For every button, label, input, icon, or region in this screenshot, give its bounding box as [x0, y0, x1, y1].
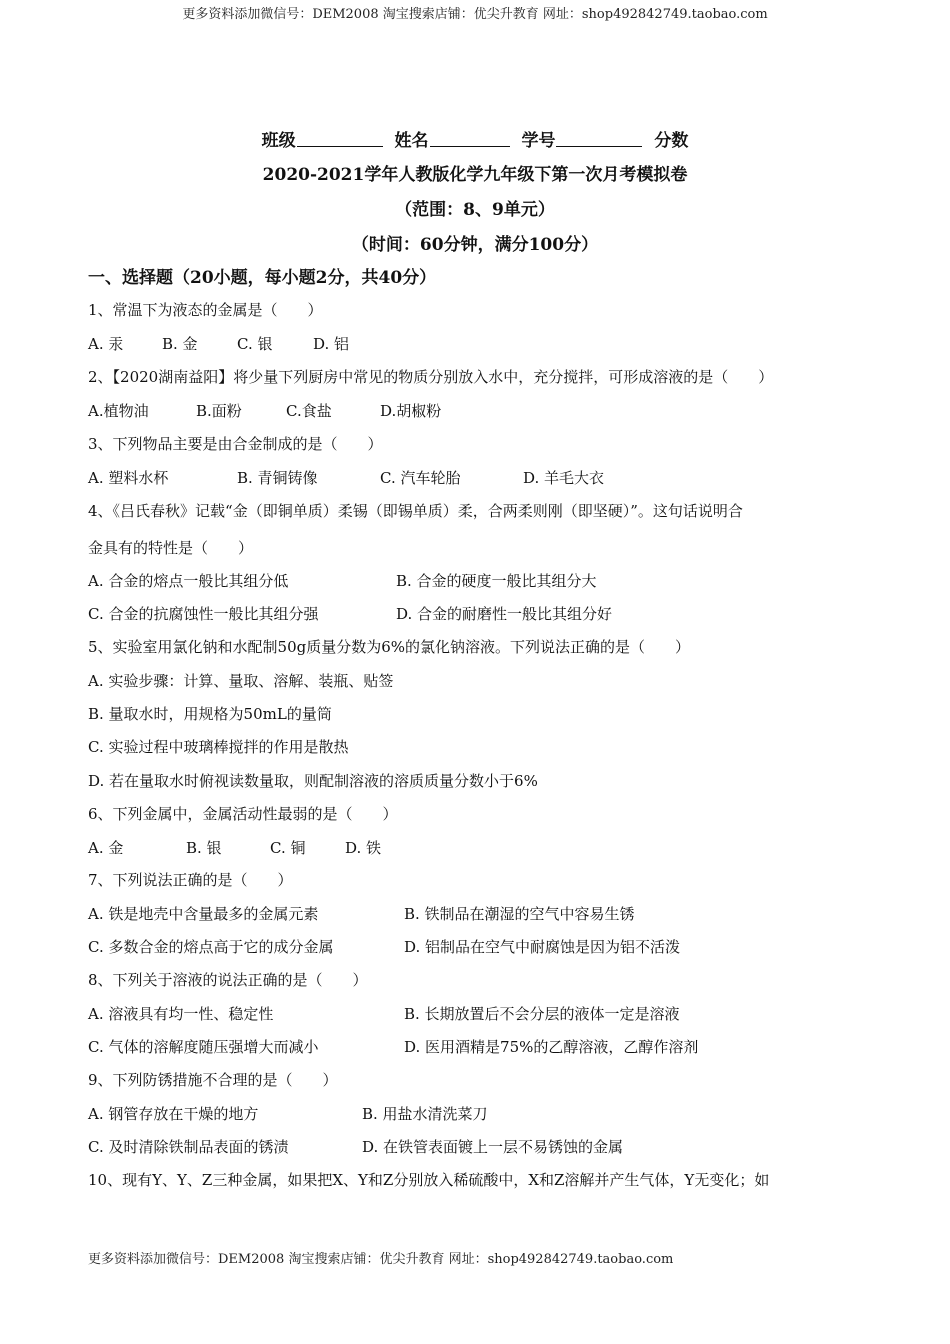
question-9-option-a: A. 钢管存放在干燥的地方 [88, 1105, 259, 1123]
question-5-option-a: A. 实验步骤：计算、量取、溶解、装瓶、贴签 [88, 672, 394, 690]
question-5-option-c: C. 实验过程中玻璃棒搅拌的作用是散热 [88, 738, 349, 756]
question-6-option-c: C. 铜 [270, 839, 306, 857]
question-4-option-b: B. 合金的硬度一般比其组分大 [396, 572, 597, 590]
question-5-option-d: D. 若在量取水时俯视读数量取，则配制溶液的溶质质量分数小于6% [88, 772, 538, 790]
exam-time: （时间：60分钟，满分100分） [351, 235, 599, 255]
class-label: 班级 [261, 131, 296, 151]
question-5-option-b: B. 量取水时，用规格为50mL的量筒 [88, 705, 332, 723]
question-7-option-b: B. 铁制品在潮湿的空气中容易生锈 [404, 905, 635, 923]
question-2-option-d: D.胡椒粉 [380, 402, 442, 420]
question-6-option-d: D. 铁 [345, 839, 382, 857]
question-6-option-b: B. 银 [186, 839, 222, 857]
question-2-option-a: A.植物油 [88, 402, 149, 420]
question-1-option-b: B. 金 [162, 335, 198, 353]
question-4-option-c: C. 合金的抗腐蚀性一般比其组分强 [88, 605, 319, 623]
student-id-label: 学号 [521, 131, 556, 151]
student-info-line [0, 126, 950, 151]
page-header: 更多资料添加微信号：DEM2008 淘宝搜索店铺：优尖升教育 网址：shop492842749.taobao.com [182, 7, 768, 22]
question-6-stem: 6、下列金属中，金属活动性最弱的是（ ） [88, 805, 398, 823]
question-7-option-a: A. 铁是地壳中含量最多的金属元素 [88, 905, 319, 923]
class-blank [297, 130, 383, 147]
exam-range: （范围：8、9单元） [395, 200, 555, 220]
question-10-stem: 10、现有Y、Y、Z三种金属，如果把X、Y和Z分别放入稀硫酸中，X和Z溶解并产生气体，Y无变化；如 [88, 1171, 770, 1189]
question-4-option-d: D. 合金的耐磨性一般比其组分好 [396, 605, 613, 623]
name-label: 姓名 [394, 131, 429, 151]
question-6-option-a: A. 金 [88, 839, 124, 857]
question-5-stem: 5、实验室用氯化钠和水配制50g质量分数为6%的氯化钠溶液。下列说法正确的是（ ） [88, 638, 691, 656]
question-3-stem: 3、下列物品主要是由合金制成的是（ ） [88, 435, 383, 453]
question-3-option-b: B. 青铜铸像 [237, 469, 318, 487]
question-1-option-c: C. 银 [237, 335, 273, 353]
question-2-option-b: B.面粉 [196, 402, 242, 420]
question-8-option-c: C. 气体的溶解度随压强增大而减小 [88, 1038, 319, 1056]
student-id-blank [556, 130, 642, 147]
page-footer: 更多资料添加微信号：DEM2008 淘宝搜索店铺：优尖升教育 网址：shop492842749.taobao.com [88, 1252, 674, 1267]
question-8-option-a: A. 溶液具有均一性、稳定性 [88, 1005, 274, 1023]
question-1-stem: 1、常温下为液态的金属是（ ） [88, 301, 323, 319]
name-blank [430, 130, 510, 147]
question-9-option-d: D. 在铁管表面镀上一层不易锈蚀的金属 [362, 1138, 624, 1156]
question-1-option-d: D. 铝 [313, 335, 350, 353]
question-7-option-c: C. 多数合金的熔点高于它的成分金属 [88, 938, 334, 956]
score-label: 分数 [654, 131, 689, 151]
question-7-stem: 7、下列说法正确的是（ ） [88, 871, 293, 889]
question-9-stem: 9、下列防锈措施不合理的是（ ） [88, 1071, 338, 1089]
question-3-option-c: C. 汽车轮胎 [380, 469, 461, 487]
question-4-stem-line-1: 4、《吕氏春秋》记载“金（即铜单质）柔锡（即锡单质）柔，合两柔则刚（即坚硬）”。这句话说明合 [88, 502, 743, 520]
question-2-option-c: C.食盐 [286, 402, 332, 420]
question-9-option-b: B. 用盐水清洗菜刀 [362, 1105, 488, 1123]
question-3-option-d: D. 羊毛大衣 [523, 469, 605, 487]
question-4-option-a: A. 合金的熔点一般比其组分低 [88, 572, 289, 590]
question-8-option-d: D. 医用酒精是75%的乙醇溶液，乙醇作溶剂 [404, 1038, 699, 1056]
question-2-stem: 2、【2020湖南益阳】将少量下列厨房中常见的物质分别放入水中，充分搅拌，可形成溶液的是（ ） [88, 368, 774, 386]
question-3-option-a: A. 塑料水杯 [88, 469, 169, 487]
question-8-option-b: B. 长期放置后不会分层的液体一定是溶液 [404, 1005, 680, 1023]
question-1-option-a: A. 汞 [88, 335, 124, 353]
question-9-option-c: C. 及时清除铁制品表面的锈渍 [88, 1138, 289, 1156]
question-7-option-d: D. 铝制品在空气中耐腐蚀是因为铝不活泼 [404, 938, 681, 956]
exam-title: 2020-2021学年人教版化学九年级下第一次月考模拟卷 [262, 165, 688, 185]
question-4-stem-line-2: 金具有的特性是（ ） [88, 539, 254, 557]
question-8-stem: 8、下列关于溶液的说法正确的是（ ） [88, 971, 368, 989]
section-heading: 一、选择题（20小题，每小题2分，共40分） [88, 268, 437, 288]
